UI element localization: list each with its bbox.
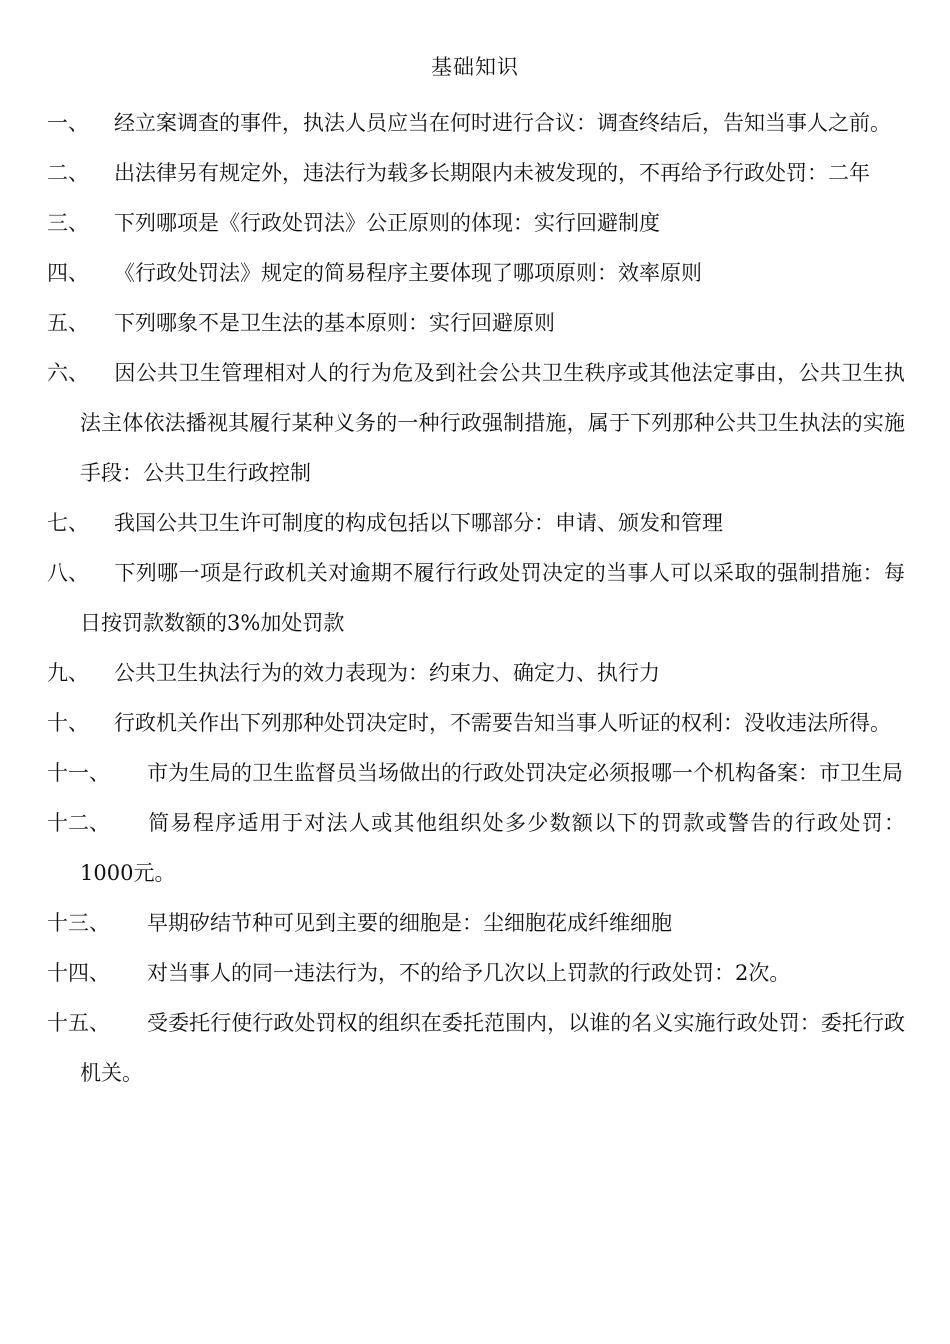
item-number: 六、	[47, 361, 89, 385]
item-text: 简易程序适用于对法人或其他组织处多少数额以下的罚款或警告的行政处罚：1000元。	[80, 811, 905, 885]
item-text: 行政机关作出下列那种处罚决定时，不需要告知当事人听证的权利：没收违法所得。	[114, 711, 891, 735]
item-text: 公共卫生执法行为的效力表现为：约束力、确定力、执行力	[114, 661, 660, 685]
item-number: 八、	[47, 561, 89, 585]
item-text: 下列哪一项是行政机关对逾期不履行行政处罚决定的当事人可以采取的强制措施：每日按罚款数额的3%加处罚款	[80, 561, 905, 635]
item-text: 我国公共卫生许可制度的构成包括以下哪部分：申请、颁发和管理	[114, 511, 723, 535]
item-number: 二、	[47, 161, 89, 185]
list-item	[47, 798, 905, 898]
list-item	[47, 698, 905, 748]
list-item	[47, 298, 905, 348]
document-title: 基础知识	[431, 55, 519, 79]
item-text: 受委托行使行政处罚权的组织在委托范围内，以谁的名义实施行政处罚：委托行政机关。	[80, 1011, 905, 1085]
item-text: 下列哪象不是卫生法的基本原则：实行回避原则	[114, 311, 555, 335]
item-number: 十二、	[47, 811, 110, 835]
item-number: 十三、	[47, 911, 110, 935]
item-text: 对当事人的同一违法行为，不的给予几次以上罚款的行政处罚：2次。	[147, 961, 791, 985]
item-text: 经立案调查的事件，执法人员应当在何时进行合议：调查终结后，告知当事人之前。	[114, 111, 891, 135]
list-item	[47, 348, 905, 498]
item-text: 下列哪项是《行政处罚法》公正原则的体现：实行回避制度	[114, 211, 660, 235]
list-item	[47, 998, 905, 1098]
list-item	[47, 498, 905, 548]
item-number: 十四、	[47, 961, 110, 985]
item-number: 三、	[47, 211, 89, 235]
list-item	[47, 948, 905, 998]
item-number: 十、	[47, 711, 89, 735]
list-item	[47, 748, 905, 798]
item-number: 一、	[47, 111, 89, 135]
question-list	[47, 98, 905, 1098]
item-number: 四、	[47, 261, 89, 285]
item-number: 九、	[47, 661, 89, 685]
list-item	[47, 198, 905, 248]
item-text: 出法律另有规定外，违法行为载多长期限内未被发现的，不再给予行政处罚：二年	[114, 161, 870, 185]
item-number: 五、	[47, 311, 89, 335]
item-number: 十五、	[47, 1011, 110, 1035]
item-text: 因公共卫生管理相对人的行为危及到社会公共卫生秩序或其他法定事由，公共卫生执法主体依法播视其履行某种义务的一种行政强制措施，属于下列那种公共卫生执法的实施手段：公共卫生行政控制	[80, 361, 905, 485]
list-item	[47, 98, 905, 148]
list-item	[47, 898, 905, 948]
list-item	[47, 548, 905, 648]
item-number: 十一、	[47, 761, 110, 785]
item-number: 七、	[47, 511, 89, 535]
list-item	[47, 148, 905, 198]
item-text: 市为生局的卫生监督员当场做出的行政处罚决定必须报哪一个机构备案：市卫生局	[147, 761, 903, 785]
item-text: 《行政处罚法》规定的简易程序主要体现了哪项原则：效率原则	[114, 261, 702, 285]
list-item	[47, 248, 905, 298]
item-text: 早期矽结节种可见到主要的细胞是：尘细胞花成纤维细胞	[147, 911, 672, 935]
list-item	[47, 648, 905, 698]
